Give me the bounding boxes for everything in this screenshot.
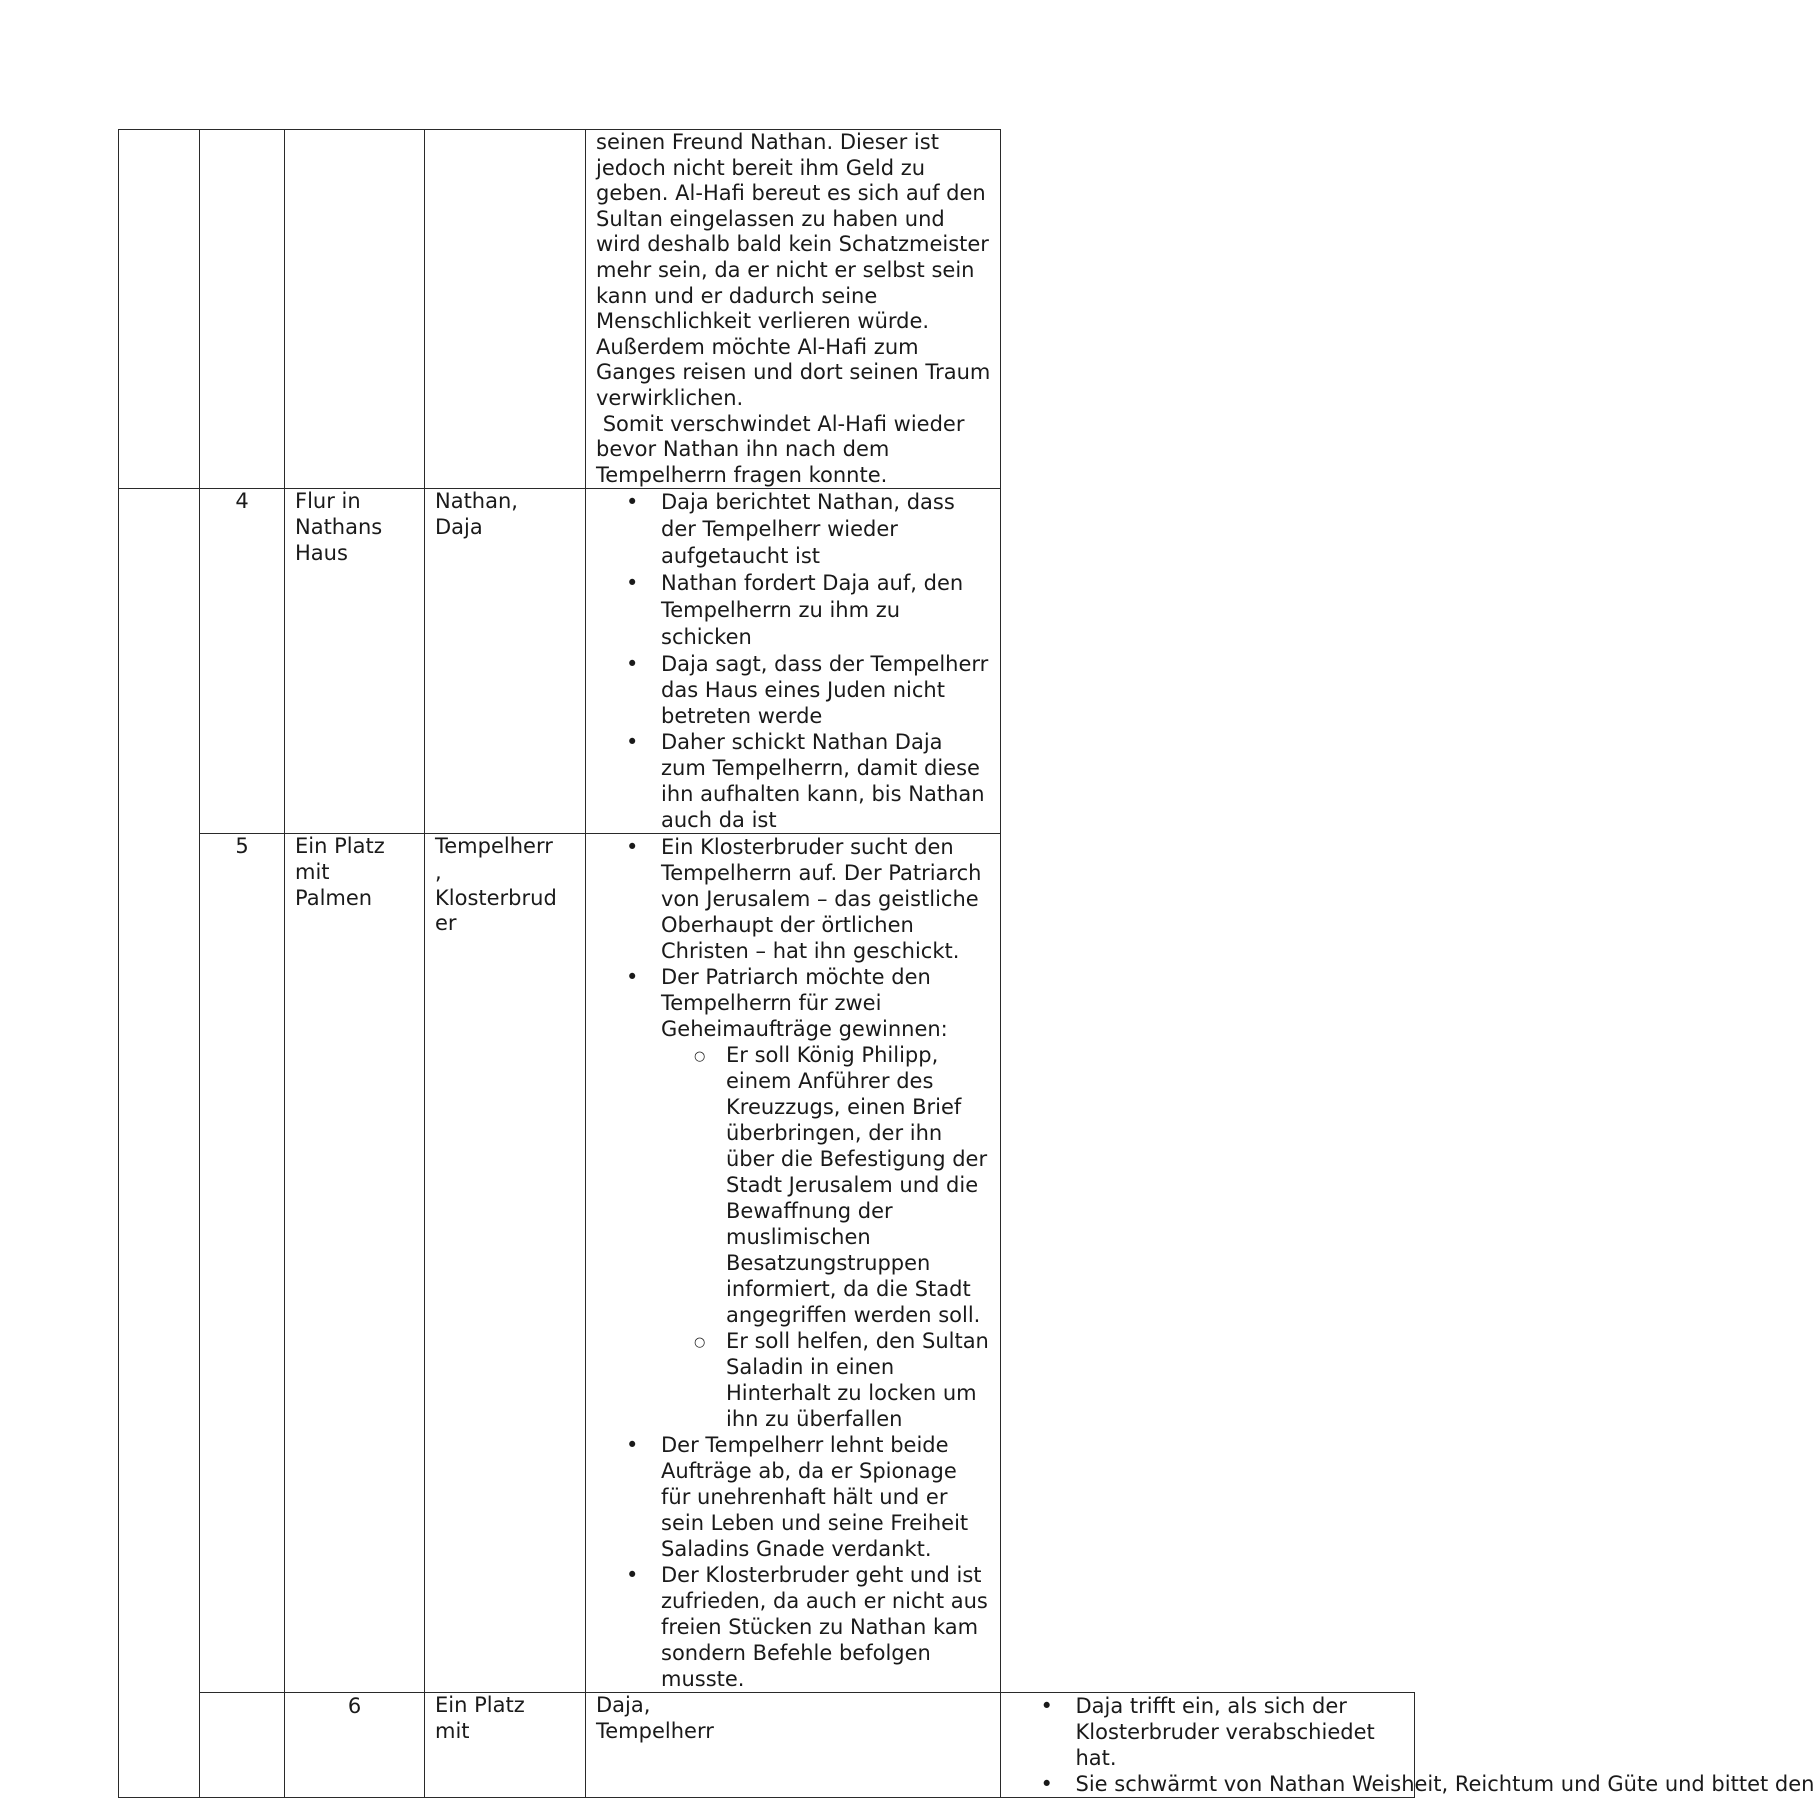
place-cell bbox=[285, 489, 425, 834]
content-cell bbox=[586, 834, 1001, 1693]
place-text: Flur in Nathans Haus bbox=[295, 489, 383, 565]
act-cell bbox=[200, 1693, 285, 1798]
bullet-list bbox=[596, 834, 992, 1042]
persons-text: Daja, Tempelherr bbox=[596, 1693, 714, 1743]
persons-text: Nathan, Daja bbox=[435, 489, 518, 539]
scene-number: 5 bbox=[235, 834, 249, 859]
bullet-list bbox=[1011, 1693, 1814, 1797]
list-item: • Nathan fordert Daja auf, den Tempelherrn zu ihm zu schicken bbox=[596, 570, 992, 651]
list-item: • Daja sagt, dass der Tempelherr das Haus eines Juden nicht betreten werde bbox=[596, 651, 992, 729]
sub-list-item: ○ Er soll helfen, den Sultan Saladin in einen Hinterhalt zu locken um ihn zu überfallen bbox=[661, 1328, 992, 1432]
persons-cell bbox=[425, 130, 586, 489]
list-item bbox=[596, 964, 992, 1042]
scene-number-cell bbox=[200, 834, 285, 1693]
sub-bullet-list bbox=[661, 1042, 992, 1432]
table-row bbox=[119, 489, 1415, 834]
place-text: Ein Platz mit Palmen bbox=[295, 834, 385, 910]
list-item: • Daja berichtet Nathan, dass der Tempelherr wieder aufgetaucht ist bbox=[596, 489, 992, 570]
bullet-list bbox=[596, 1432, 992, 1692]
sub-list-item: ○ Er soll König Philipp, einem Anführer des Kreuzzugs, einen Brief überbringen, der ihn über die Befestigung der Stadt Jerusalem und die Bewaffnung der muslimischen Besatzungstruppen informiert, da die Stadt angegriffen werden soll. bbox=[661, 1042, 992, 1328]
table-row bbox=[119, 130, 1415, 489]
place-cell bbox=[285, 130, 425, 489]
scene-table bbox=[118, 129, 1814, 1798]
content-paragraph: Somit verschwindet Al-Hafi wieder bevor Nathan ihn nach dem Tempelherrn fragen konnte. bbox=[596, 411, 972, 487]
table-row bbox=[119, 834, 1415, 1693]
table-row bbox=[119, 1693, 1415, 1798]
list-item: • Der Tempelherr lehnt beide Aufträge ab, da er Spionage für unehrenhaft hält und er sein Leben und seine Freiheit Saladins Gnade verdankt. bbox=[596, 1432, 992, 1562]
list-item: • Ein Klosterbruder sucht den Tempelherrn auf. Der Patriarch von Jerusalem – das geistliche Oberhaupt der örtlichen Christen – hat ihn geschickt. bbox=[596, 834, 992, 964]
content-paragraph: seinen Freund Nathan. Dieser ist jedoch nicht bereit ihm Geld zu geben. Al-Hafi bereut es sich auf den Sultan eingelassen zu haben und wird deshalb bald kein Schatzmeister mehr sein, da er nicht er selbst sein kann und er dadurch seine Menschlichkeit verlieren würde. Außerdem möchte Al-Hafi zum Ganges reisen und dort seinen Traum verwirklichen. bbox=[596, 130, 991, 410]
list-item: • Der Klosterbruder geht und ist zufrieden, da auch er nicht aus freien Stücken zu Nathan kam sondern Befehle befolgen musste. bbox=[596, 1562, 992, 1692]
persons-cell bbox=[586, 1693, 1001, 1798]
scene-number: 4 bbox=[235, 489, 249, 514]
list-item: • Daja trifft ein, als sich der Klosterbruder verabschiedet hat. bbox=[1011, 1693, 1407, 1771]
scene-number-cell bbox=[200, 489, 285, 834]
scene-number-cell bbox=[200, 130, 285, 489]
scene-number-cell bbox=[285, 1693, 425, 1798]
bullet-list bbox=[596, 489, 992, 833]
content-cell bbox=[586, 489, 1001, 834]
act-cell bbox=[119, 489, 200, 1798]
place-cell bbox=[425, 1693, 586, 1798]
place-cell bbox=[285, 834, 425, 1693]
list-item-text: Der Patriarch möchte den Tempelherrn für zwei Geheimaufträge gewinnen: bbox=[661, 965, 948, 1042]
persons-text-line: Klosterbrud bbox=[435, 885, 557, 910]
list-item: • Sie schwärmt von Nathan Weisheit, Reichtum und Güte und bittet den bbox=[1011, 1771, 1407, 1797]
persons-text-line: Tempelherr bbox=[435, 834, 553, 859]
persons-cell bbox=[425, 834, 586, 1693]
act-cell bbox=[119, 130, 200, 489]
scene-number: 6 bbox=[347, 1694, 362, 1719]
list-item: • Daher schickt Nathan Daja zum Tempelherrn, damit diese ihn aufhalten kann, bis Nathan auch da ist bbox=[596, 729, 992, 833]
place-text: Ein Platz mit bbox=[435, 1693, 525, 1743]
content-cell bbox=[586, 130, 1001, 489]
persons-text-line: er bbox=[435, 911, 457, 936]
persons-cell bbox=[425, 489, 586, 834]
persons-text-line: , bbox=[435, 859, 442, 884]
document-page bbox=[118, 129, 1814, 1797]
content-cell bbox=[1000, 1693, 1814, 1798]
